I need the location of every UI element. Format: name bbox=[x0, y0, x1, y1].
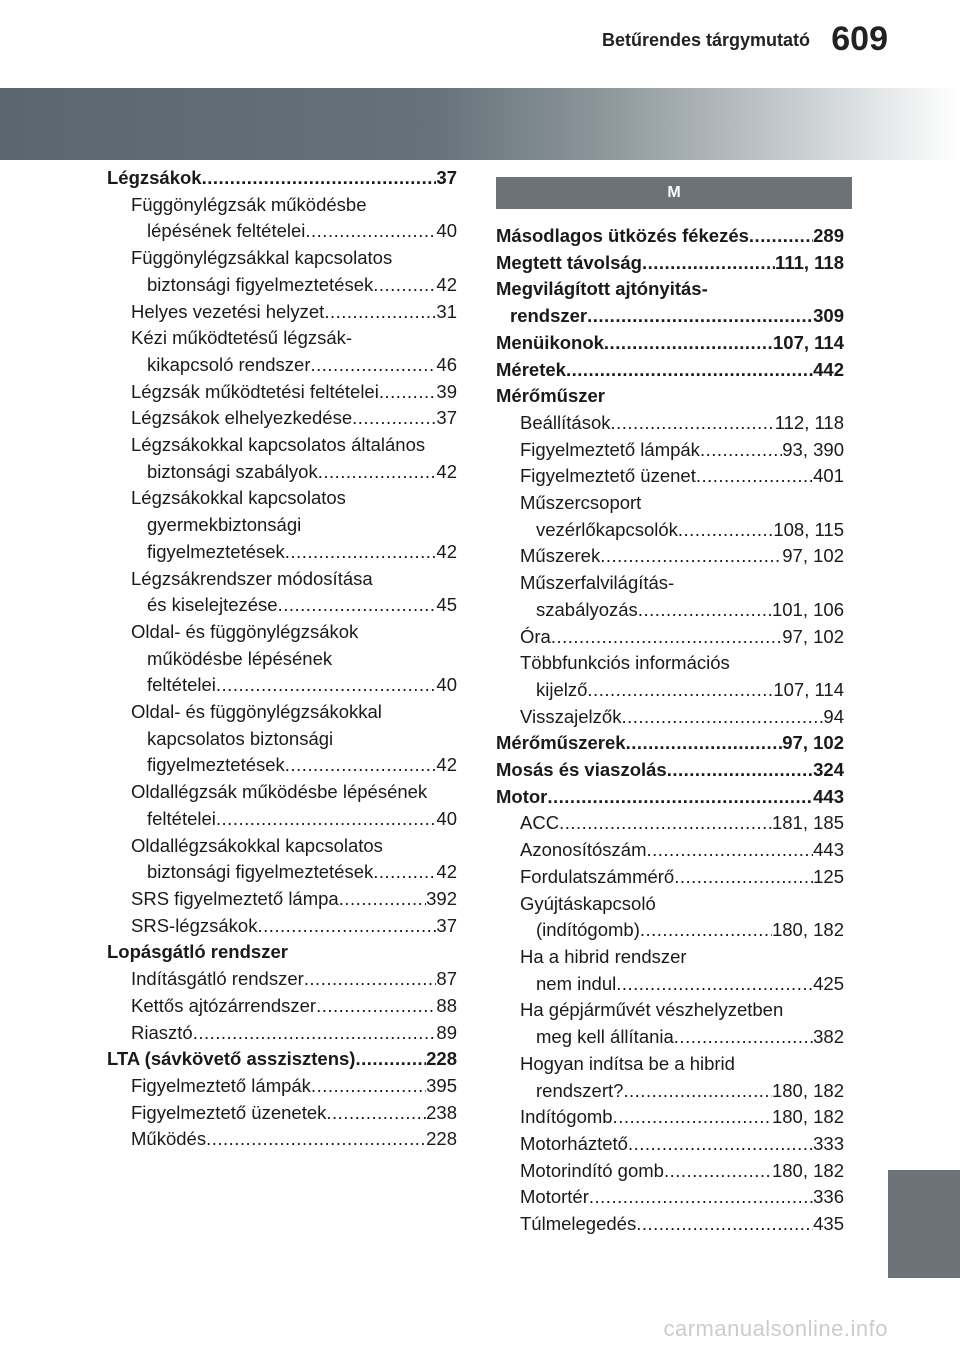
entry-text: rendszert? bbox=[536, 1079, 624, 1101]
entry-text: Motortér bbox=[520, 1186, 589, 1208]
leader-dots bbox=[640, 917, 772, 944]
leader-dots bbox=[305, 218, 436, 245]
page-ref: 180, 182 bbox=[771, 1106, 844, 1128]
leader-dots bbox=[613, 1104, 772, 1131]
index-entry bbox=[107, 993, 457, 1020]
index-entry bbox=[107, 859, 457, 886]
page-ref: 37 bbox=[436, 914, 457, 936]
page-ref: 180, 182 bbox=[771, 919, 844, 941]
entry-text: LTA (sávkövető asszisztens) bbox=[107, 1048, 356, 1070]
page-ref: 401 bbox=[813, 465, 844, 487]
entry-text: vezérlőkapcsolók bbox=[536, 518, 678, 540]
entry-text: Méretek bbox=[496, 358, 566, 380]
index-column-left bbox=[107, 165, 457, 1153]
leader-dots bbox=[700, 437, 782, 464]
index-list-right bbox=[496, 223, 844, 1238]
index-entry bbox=[496, 357, 844, 384]
index-entry bbox=[107, 1100, 457, 1127]
leader-dots bbox=[636, 1211, 813, 1238]
page-ref: 289 bbox=[813, 225, 844, 246]
index-entry bbox=[496, 677, 844, 704]
leader-dots bbox=[202, 165, 437, 192]
page-ref: 89 bbox=[436, 1021, 457, 1043]
index-entry bbox=[107, 592, 457, 619]
index-entry bbox=[107, 379, 457, 406]
index-entry bbox=[107, 352, 457, 379]
page-ref: 37 bbox=[436, 167, 457, 188]
index-entry bbox=[107, 272, 457, 299]
index-entry bbox=[496, 757, 844, 784]
index-entry: Hogyan indítsa be a hibrid bbox=[520, 1052, 735, 1074]
page-ref: 87 bbox=[436, 968, 457, 990]
page-ref: 180, 182 bbox=[771, 1079, 844, 1101]
page-ref: 228 bbox=[426, 1128, 457, 1150]
index-entry bbox=[107, 299, 457, 326]
index-entry bbox=[496, 1184, 844, 1211]
index-entry bbox=[496, 543, 844, 570]
entry-text: Mérőműszerek bbox=[496, 732, 626, 754]
page-ref: 101, 106 bbox=[771, 598, 844, 620]
leader-dots bbox=[566, 357, 813, 384]
chapter-tab bbox=[888, 1170, 960, 1278]
index-entry bbox=[496, 730, 844, 757]
index-entry bbox=[107, 806, 457, 833]
entry-text: Helyes vezetési helyzet bbox=[131, 300, 325, 322]
page-ref: 443 bbox=[813, 839, 844, 861]
leader-dots bbox=[316, 993, 436, 1020]
leader-dots bbox=[551, 624, 782, 651]
index-entry: Lopásgátló rendszer bbox=[107, 941, 288, 963]
index-entry bbox=[107, 1126, 457, 1153]
page-ref: 435 bbox=[813, 1213, 844, 1235]
entry-text: Motorháztető bbox=[520, 1132, 628, 1154]
leader-dots bbox=[749, 223, 813, 250]
page-ref: 42 bbox=[436, 273, 457, 295]
leader-dots bbox=[674, 864, 813, 891]
page-ref: 97, 102 bbox=[782, 732, 844, 754]
index-entry bbox=[496, 917, 844, 944]
index-entry bbox=[496, 1104, 844, 1131]
page-ref: 125 bbox=[813, 865, 844, 887]
index-entry bbox=[496, 303, 844, 330]
page-ref: 40 bbox=[436, 807, 457, 829]
leader-dots bbox=[626, 730, 783, 757]
index-entry bbox=[107, 539, 457, 566]
page-ref: 40 bbox=[436, 220, 457, 242]
index-entry bbox=[107, 1073, 457, 1100]
entry-text: Óra bbox=[520, 625, 551, 647]
leader-dots bbox=[339, 886, 426, 913]
leader-dots bbox=[642, 250, 775, 277]
page-ref: 309 bbox=[813, 305, 844, 327]
entry-text: és kiselejtezése bbox=[147, 594, 278, 616]
page-ref: 395 bbox=[426, 1074, 457, 1096]
index-entry: Légzsákokkal kapcsolatos általános bbox=[131, 434, 426, 456]
page-ref: 112, 118 bbox=[774, 411, 844, 433]
entry-text: figyelmeztetések bbox=[147, 540, 285, 562]
page-header bbox=[0, 0, 960, 76]
leader-dots bbox=[324, 299, 436, 326]
leader-dots bbox=[616, 971, 813, 998]
leader-dots bbox=[326, 1100, 426, 1127]
page-ref: 108, 115 bbox=[773, 518, 844, 540]
index-entry bbox=[496, 517, 844, 544]
page-ref: 97, 102 bbox=[782, 545, 844, 567]
entry-text: Menüikonok bbox=[496, 331, 604, 353]
index-entry: gyermekbiztonsági bbox=[147, 514, 302, 536]
entry-text: Légzsákok bbox=[107, 167, 202, 188]
leader-dots bbox=[379, 379, 437, 406]
leader-dots bbox=[628, 1131, 813, 1158]
entry-text: figyelmeztetések bbox=[147, 754, 285, 776]
index-entry bbox=[107, 1046, 457, 1073]
leader-dots bbox=[623, 1078, 772, 1105]
header-band bbox=[0, 88, 960, 160]
page-ref: 425 bbox=[813, 972, 844, 994]
page-ref: 181, 185 bbox=[771, 812, 844, 834]
page-ref: 94 bbox=[823, 705, 844, 727]
index-entry: Kézi működtetésű légzsák- bbox=[131, 327, 353, 349]
leader-dots bbox=[304, 966, 437, 993]
entry-text: Indításgátló rendszer bbox=[131, 968, 304, 990]
leader-dots bbox=[678, 517, 773, 544]
leader-dots bbox=[559, 810, 772, 837]
leader-dots bbox=[373, 272, 436, 299]
index-entry bbox=[496, 1158, 844, 1185]
leader-dots bbox=[257, 913, 436, 940]
leader-dots bbox=[664, 1158, 772, 1185]
entry-text: Azonosítószám bbox=[520, 839, 647, 861]
leader-dots bbox=[589, 1184, 813, 1211]
entry-text: Légzsákok elhelyezkedése bbox=[131, 407, 353, 429]
entry-text: Figyelmeztető lámpák bbox=[131, 1074, 311, 1096]
index-entry: Légzsákrendszer módosítása bbox=[131, 567, 373, 589]
page-ref: 333 bbox=[813, 1132, 844, 1154]
leader-dots bbox=[646, 837, 813, 864]
index-entry bbox=[496, 864, 844, 891]
page-ref: 88 bbox=[436, 994, 457, 1016]
entry-text: biztonsági szabályok bbox=[147, 460, 318, 482]
leader-dots bbox=[352, 405, 436, 432]
page-ref: 336 bbox=[813, 1186, 844, 1208]
index-entry: Megvilágított ajtónyitás- bbox=[496, 278, 708, 300]
leader-dots bbox=[696, 463, 813, 490]
index-entry: Függönylégzsákkal kapcsolatos bbox=[131, 247, 393, 269]
page-ref: 31 bbox=[436, 300, 457, 322]
entry-text: Műszerek bbox=[520, 545, 601, 567]
leader-dots bbox=[216, 672, 437, 699]
leader-dots bbox=[206, 1126, 426, 1153]
entry-text: kijelző bbox=[536, 678, 588, 700]
entry-text: feltételei bbox=[147, 807, 216, 829]
entry-text: biztonsági figyelmeztetések bbox=[147, 861, 374, 883]
index-entry bbox=[496, 971, 844, 998]
page-ref: 228 bbox=[426, 1048, 457, 1070]
page-ref: 107, 114 bbox=[773, 331, 844, 353]
page-ref: 107, 114 bbox=[773, 678, 844, 700]
leader-dots bbox=[311, 1073, 426, 1100]
entry-text: SRS figyelmeztető lámpa bbox=[131, 887, 339, 909]
index-entry bbox=[496, 1078, 844, 1105]
leader-dots bbox=[318, 459, 437, 486]
index-entry bbox=[107, 672, 457, 699]
index-entry bbox=[496, 1024, 844, 1051]
entry-text: ACC bbox=[520, 812, 560, 834]
index-entry: Műszercsoport bbox=[520, 492, 642, 514]
page-ref: 42 bbox=[436, 861, 457, 883]
index-entry: Légzsákokkal kapcsolatos bbox=[131, 487, 346, 509]
index-entry bbox=[496, 597, 844, 624]
index-entry: Oldal- és függönylégzsákok bbox=[131, 620, 359, 642]
leader-dots bbox=[587, 677, 773, 704]
entry-text: Indítógomb bbox=[520, 1106, 613, 1128]
leader-dots bbox=[638, 597, 772, 624]
index-column-right bbox=[496, 171, 844, 1238]
index-entry bbox=[107, 165, 457, 192]
page-ref: 111, 118 bbox=[775, 251, 844, 273]
entry-text: meg kell állítania bbox=[536, 1026, 674, 1048]
leader-dots bbox=[373, 859, 436, 886]
page-ref: 40 bbox=[436, 674, 457, 696]
entry-text: Fordulatszámmérő bbox=[520, 865, 675, 887]
leader-dots bbox=[285, 539, 437, 566]
index-entry: Többfunkciós információs bbox=[520, 652, 730, 674]
index-entry: Oldal- és függönylégzsákokkal bbox=[131, 701, 382, 723]
index-entry: Függönylégzsák működésbe bbox=[131, 193, 367, 215]
leader-dots bbox=[355, 1046, 426, 1073]
entry-text: Visszajelzők bbox=[520, 705, 622, 727]
leader-dots bbox=[604, 330, 773, 357]
page-ref: 238 bbox=[426, 1101, 457, 1123]
page-ref: 97, 102 bbox=[782, 625, 844, 647]
index-entry bbox=[496, 1131, 844, 1158]
index-entry bbox=[496, 704, 844, 731]
entry-text: biztonsági figyelmeztetések bbox=[147, 273, 374, 295]
index-entry: Műszerfalvilágítás- bbox=[520, 572, 675, 594]
page-ref: 39 bbox=[436, 380, 457, 402]
leader-dots bbox=[216, 806, 437, 833]
index-entry bbox=[107, 752, 457, 779]
entry-text: Másodlagos ütközés fékezés bbox=[496, 225, 749, 246]
leader-dots bbox=[311, 352, 437, 379]
index-entry bbox=[496, 784, 844, 811]
index-entry: Gyújtáskapcsoló bbox=[520, 892, 656, 914]
leader-dots bbox=[278, 592, 437, 619]
leader-dots bbox=[674, 1024, 813, 1051]
page-number: 609 bbox=[831, 20, 888, 58]
index-entry bbox=[496, 1211, 844, 1238]
entry-text: szabályozás bbox=[536, 598, 638, 620]
leader-dots bbox=[587, 303, 813, 330]
entry-text: Légzsák működtetési feltételei bbox=[131, 380, 379, 402]
page-ref: 45 bbox=[436, 594, 457, 616]
index-entry bbox=[496, 437, 844, 464]
index-entry bbox=[107, 459, 457, 486]
entry-text: Kettős ajtózárrendszer bbox=[131, 994, 317, 1016]
page-ref: 180, 182 bbox=[771, 1159, 844, 1181]
index-entry bbox=[496, 410, 844, 437]
entry-text: Figyelmeztető lámpák bbox=[520, 438, 700, 460]
index-entry: kapcsolatos biztonsági bbox=[147, 727, 334, 749]
entry-text: rendszer bbox=[510, 305, 588, 327]
index-entry bbox=[496, 463, 844, 490]
index-entry bbox=[107, 886, 457, 913]
index-entry bbox=[496, 810, 844, 837]
entry-text: SRS-légzsákok bbox=[131, 914, 258, 936]
leader-dots bbox=[285, 752, 437, 779]
page-ref: 42 bbox=[436, 754, 457, 776]
page-ref: 392 bbox=[426, 887, 457, 909]
watermark: carmanualsonline.info bbox=[663, 1316, 888, 1341]
index-entry bbox=[496, 624, 844, 651]
index-entry: működésbe lépésének bbox=[147, 647, 333, 669]
index-entry: Mérőműszer bbox=[496, 385, 605, 407]
index-entry bbox=[496, 223, 844, 250]
entry-text: kikapcsoló rendszer bbox=[147, 353, 311, 375]
section-title: Betűrendes tárgymutató bbox=[601, 30, 810, 50]
index-entry bbox=[107, 218, 457, 245]
index-entry bbox=[496, 837, 844, 864]
page-ref: 442 bbox=[813, 358, 844, 380]
index-entry: Oldallégzsák működésbe lépésének bbox=[131, 781, 428, 803]
entry-text: lépésének feltételei bbox=[147, 220, 306, 242]
entry-text: Beállítások bbox=[520, 411, 611, 433]
index-entry bbox=[107, 1020, 457, 1047]
entry-text: Motor bbox=[496, 785, 548, 807]
index-entry bbox=[107, 405, 457, 432]
leader-dots bbox=[667, 757, 813, 784]
entry-text: Figyelmeztető üzenet bbox=[520, 465, 696, 487]
index-entry: Ha a hibrid rendszer bbox=[520, 945, 687, 967]
entry-text: Mosás és viaszolás bbox=[496, 759, 667, 781]
index-entry bbox=[496, 330, 844, 357]
index-entry bbox=[107, 966, 457, 993]
index-entry bbox=[496, 250, 844, 277]
entry-text: Megtett távolság bbox=[496, 251, 642, 273]
leader-dots bbox=[621, 704, 823, 731]
entry-text: Figyelmeztető üzenetek bbox=[131, 1101, 327, 1123]
letter-heading: M bbox=[496, 177, 852, 209]
page-ref: 93, 390 bbox=[782, 438, 844, 460]
index-entry bbox=[107, 913, 457, 940]
index-entry: Ha gépjárművét vészhelyzetben bbox=[520, 999, 784, 1021]
page-ref: 382 bbox=[813, 1026, 844, 1048]
entry-text: Riasztó bbox=[131, 1021, 193, 1043]
entry-text: Motorindító gomb bbox=[520, 1159, 664, 1181]
entry-text: feltételei bbox=[147, 674, 216, 696]
page-ref: 37 bbox=[436, 407, 457, 429]
page-ref: 324 bbox=[813, 759, 844, 781]
entry-text: Túlmelegedés bbox=[520, 1213, 637, 1235]
entry-text: (indítógomb) bbox=[536, 919, 640, 941]
page-ref: 42 bbox=[436, 540, 457, 562]
entry-text: Működés bbox=[131, 1128, 207, 1150]
page-ref: 443 bbox=[813, 785, 844, 807]
entry-text: nem indul bbox=[536, 972, 617, 994]
leader-dots bbox=[600, 543, 782, 570]
leader-dots bbox=[547, 784, 813, 811]
page-ref: 42 bbox=[436, 460, 457, 482]
leader-dots bbox=[611, 410, 775, 437]
page-ref: 46 bbox=[436, 353, 457, 375]
leader-dots bbox=[193, 1020, 437, 1047]
index-entry: Oldallégzsákokkal kapcsolatos bbox=[131, 834, 383, 856]
